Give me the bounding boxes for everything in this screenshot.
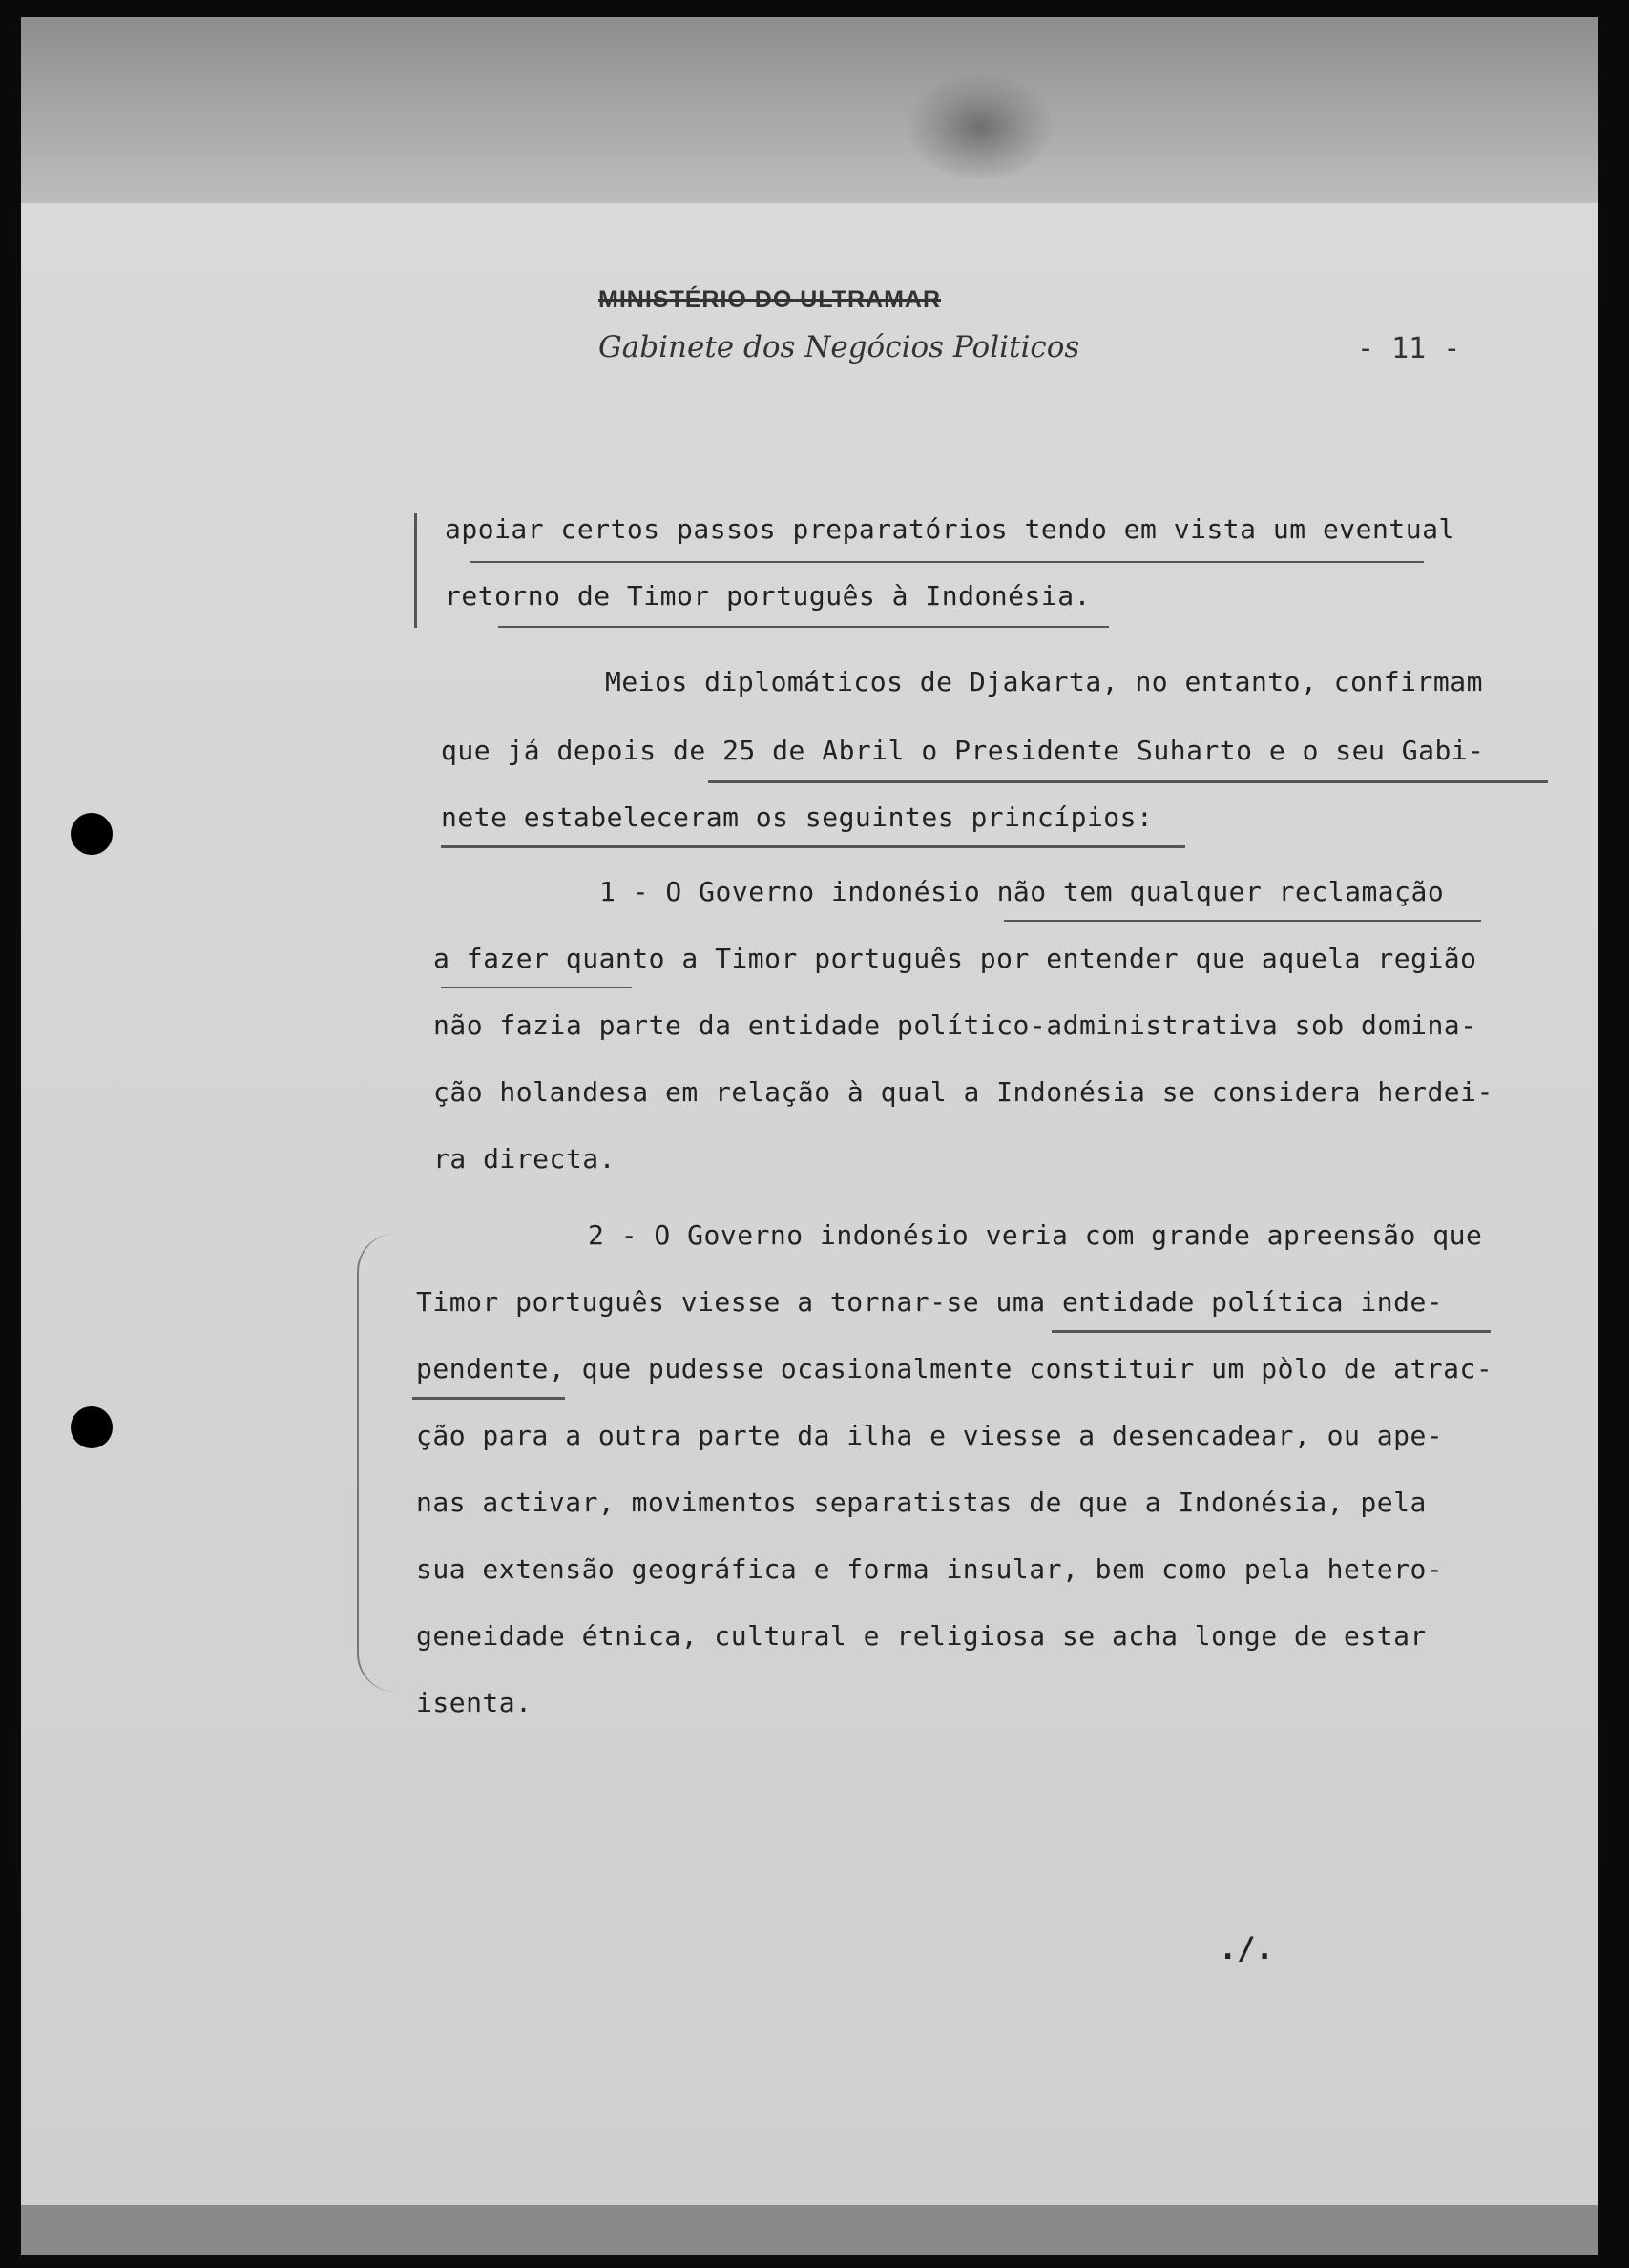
paragraph-line: ção para a outra parte da ilha e viesse a desencadear, ou ape- bbox=[416, 1420, 1444, 1451]
paragraph-line: não fazia parte da entidade político-administrativa sob domina- bbox=[433, 1009, 1477, 1041]
scanner-shadow-band bbox=[21, 17, 1598, 203]
punch-hole bbox=[71, 1406, 113, 1448]
paragraph-line: Timor português viesse a tornar-se uma entidade política inde- bbox=[416, 1286, 1444, 1318]
underline-mark bbox=[708, 780, 1548, 783]
underline-mark bbox=[1004, 920, 1481, 922]
page-number: - 11 - bbox=[1357, 332, 1461, 365]
photocopy-sheet bbox=[21, 203, 1598, 2207]
paragraph-line: nas activar, movimentos separatistas de que a Indonésia, pela bbox=[416, 1487, 1427, 1518]
letterhead-ministry: MINISTÉRIO DO ULTRAMAR bbox=[598, 286, 942, 313]
paragraph-line: que já depois de 25 de Abril o Presidente Suharto e o seu Gabi- bbox=[441, 735, 1485, 766]
punch-hole bbox=[71, 813, 113, 855]
continuation-mark: ./. bbox=[1219, 1930, 1274, 1966]
paragraph-line: 2 - O Governo indonésio veria com grande apreensão que bbox=[588, 1219, 1483, 1251]
margin-mark bbox=[414, 513, 417, 628]
underline-mark bbox=[470, 561, 1424, 563]
scanner-bottom-band bbox=[21, 2205, 1598, 2255]
underline-mark bbox=[1052, 1330, 1491, 1333]
paragraph-line: a fazer quanto a Timor português por entender que aquela região bbox=[433, 943, 1477, 974]
underline-mark bbox=[498, 626, 1109, 628]
document-page bbox=[21, 17, 1598, 2255]
underline-mark bbox=[412, 1397, 565, 1400]
paragraph-line: ra directa. bbox=[433, 1143, 616, 1175]
margin-brace bbox=[357, 1234, 397, 1692]
paragraph-line: nete estabeleceram os seguintes princípios: bbox=[441, 801, 1154, 833]
paragraph-line: sua extensão geográfica e forma insular, bem como pela hetero- bbox=[416, 1553, 1444, 1585]
copy-smudge bbox=[908, 74, 1052, 179]
letterhead-cabinet: Gabinete dos Negócios Politicos bbox=[598, 330, 1080, 364]
paragraph-line: ção holandesa em relação à qual a Indonésia se considera herdei- bbox=[433, 1076, 1493, 1108]
paragraph-line: pendente, que pudesse ocasionalmente constituir um pòlo de atrac- bbox=[416, 1353, 1493, 1384]
paragraph-line: geneidade étnica, cultural e religiosa se acha longe de estar bbox=[416, 1620, 1427, 1652]
paragraph-line: isenta. bbox=[416, 1687, 533, 1718]
underline-mark bbox=[441, 987, 632, 988]
paragraph-line: Meios diplomáticos de Djakarta, no entanto, confirmam bbox=[605, 666, 1483, 697]
paragraph-line: retorno de Timor português à Indonésia. bbox=[445, 580, 1091, 612]
paragraph-line: apoiar certos passos preparatórios tendo em vista um eventual bbox=[445, 513, 1455, 545]
underline-mark bbox=[441, 845, 1185, 848]
paragraph-line: 1 - O Governo indonésio não tem qualquer reclamação bbox=[599, 876, 1445, 907]
